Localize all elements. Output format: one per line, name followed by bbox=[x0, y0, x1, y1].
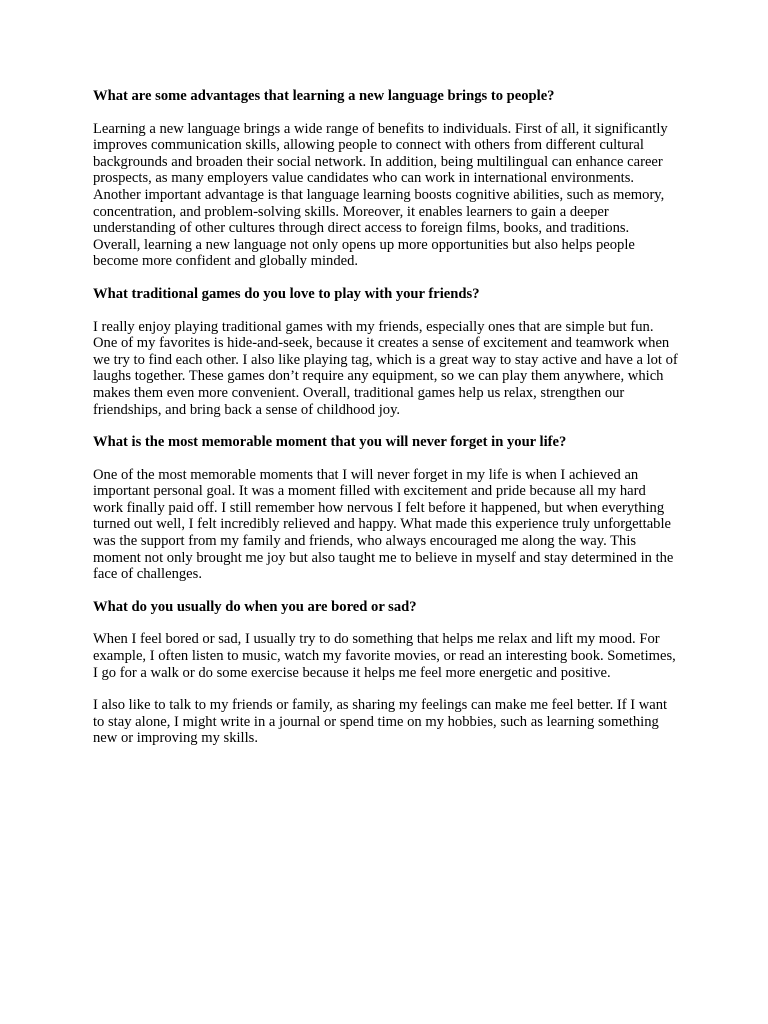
question-heading: What is the most memorable moment that you will never forget in your life? bbox=[93, 434, 567, 451]
question-heading: What do you usually do when you are bored or sad? bbox=[93, 598, 417, 615]
question-heading: What traditional games do you love to play with your friends? bbox=[93, 285, 480, 302]
answer-paragraph: When I feel bored or sad, I usually try to do something that helps me relax and lift my mood. For example, I often listen to music, watch my favorite movies, or read an interesting book. Sometimes, I go for a walk or do some exercise because it helps me feel more energetic and positive. bbox=[93, 631, 676, 681]
answer-paragraph: I really enjoy playing traditional games with my friends, especially ones that are simple but fun. One of my favorites is hide-and-seek, because it creates a sense of excitement and teamwork when we try to find each other. I also like playing tag, which is a great way to stay active and have a lot of laughs together. These games don’t require any equipment, so we can play them anywhere, which makes them even more convenient. Overall, traditional games help us relax, strengthen our friendships, and bring back a sense of childhood joy. bbox=[93, 318, 678, 418]
answer-paragraph: Learning a new language brings a wide range of benefits to individuals. First of all, it significantly improves communication skills, allowing people to connect with others from different cultural backgrounds and broaden their social network. In addition, being multilingual can enhance career prospects, as many employers value candidates who can work in international environments. Another important advantage is that language learning boosts cognitive abilities, such as memory, concentration, and problem-solving skills. Moreover, it enables learners to gain a deeper understanding of other cultures through direct access to foreign films, books, and traditions. Overall, learning a new language not only opens up more opportunities but also helps people become more confident and globally minded. bbox=[93, 120, 668, 270]
question-heading: What are some advantages that learning a new language brings to people? bbox=[93, 88, 555, 104]
answer-paragraph: One of the most memorable moments that I will never forget in my life is when I achieved an important personal goal. It was a moment filled with excitement and pride because all my hard work finally paid off. I still remember how nervous I felt before it happened, but when everything turned out well, I felt incredibly relieved and happy. What made this experience truly unforgettable was the support from my family and friends, who always encouraged me along the way. This moment not only brought me joy but also taught me to believe in myself and stay determined in the face of challenges. bbox=[93, 466, 674, 583]
document-page bbox=[93, 88, 678, 763]
answer-paragraph: I also like to talk to my friends or family, as sharing my feelings can make me feel better. If I want to stay alone, I might write in a journal or spend time on my hobbies, such as learning something new or improving my skills. bbox=[93, 697, 668, 747]
